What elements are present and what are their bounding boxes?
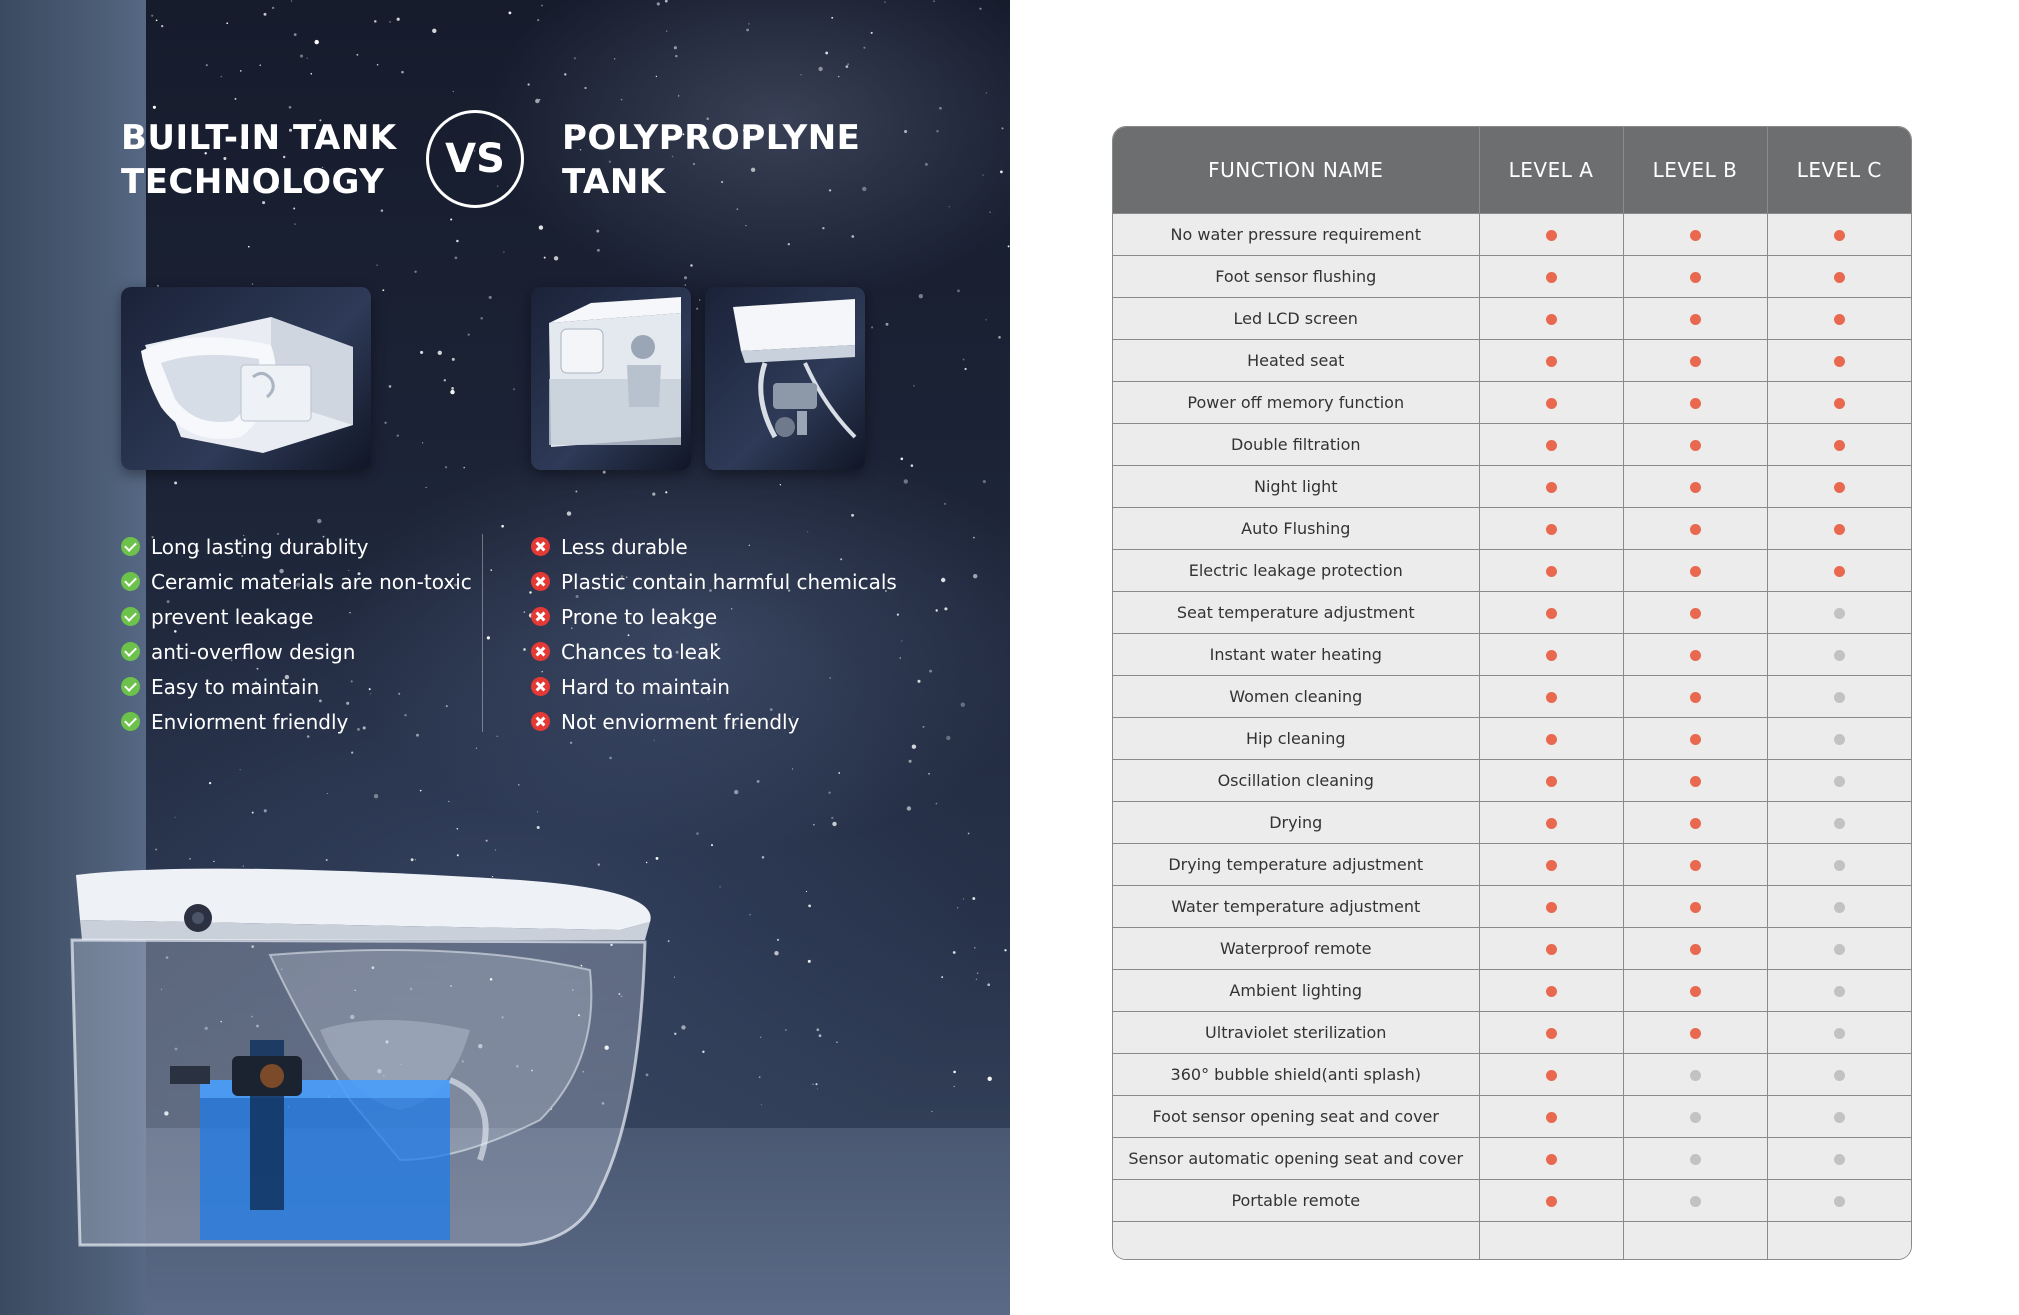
function-name-cell: 360° bubble shield(anti splash) (1113, 1054, 1479, 1096)
table-row (1113, 508, 1911, 550)
included-dot (1546, 1028, 1557, 1039)
included-dot (1834, 566, 1845, 577)
level-cell (1767, 424, 1911, 466)
included-dot (1546, 650, 1557, 661)
level-cell (1767, 256, 1911, 298)
level-cell (1479, 928, 1623, 970)
included-dot (1546, 440, 1557, 451)
function-name-cell: Led LCD screen (1113, 298, 1479, 340)
level-cell (1767, 844, 1911, 886)
header-level-c: LEVEL C (1767, 127, 1911, 214)
table-row (1113, 844, 1911, 886)
feature-item (531, 704, 897, 739)
built-in-advantages-list (121, 529, 472, 739)
level-cell (1479, 1054, 1623, 1096)
level-cell (1623, 970, 1767, 1012)
table-row (1113, 676, 1911, 718)
included-dot (1546, 734, 1557, 745)
level-cell (1623, 802, 1767, 844)
level-cell (1623, 382, 1767, 424)
included-dot (1546, 944, 1557, 955)
included-dot (1690, 902, 1701, 913)
included-dot (1690, 734, 1701, 745)
table-row (1113, 298, 1911, 340)
level-cell (1479, 1096, 1623, 1138)
level-cell (1479, 1180, 1623, 1222)
level-cell (1479, 214, 1623, 256)
table-row (1113, 718, 1911, 760)
level-cell (1767, 1096, 1911, 1138)
level-cell (1767, 1012, 1911, 1054)
level-cell (1767, 508, 1911, 550)
function-name-cell: Double filtration (1113, 424, 1479, 466)
feature-item (121, 634, 472, 669)
level-cell (1767, 1138, 1911, 1180)
level-cell (1623, 592, 1767, 634)
function-name-cell: Foot sensor flushing (1113, 256, 1479, 298)
comparison-grid (1113, 127, 1911, 1260)
function-name-cell (1113, 1222, 1479, 1261)
polypropylene-disadvantages-list (531, 529, 897, 739)
not-included-dot (1834, 776, 1845, 787)
feature-text: Plastic contain harmful chemicals (561, 569, 897, 594)
level-cell (1623, 508, 1767, 550)
level-cell (1479, 340, 1623, 382)
included-dot (1834, 524, 1845, 535)
header-level-b: LEVEL B (1623, 127, 1767, 214)
level-cell (1767, 718, 1911, 760)
level-cell (1623, 1054, 1767, 1096)
included-dot (1546, 1112, 1557, 1123)
level-cell (1479, 466, 1623, 508)
not-included-dot (1834, 650, 1845, 661)
feature-text: Enviorment friendly (151, 709, 349, 734)
not-included-dot (1834, 944, 1845, 955)
function-name-cell: Power off memory function (1113, 382, 1479, 424)
level-cell (1767, 592, 1911, 634)
included-dot (1690, 272, 1701, 283)
level-cell (1623, 1012, 1767, 1054)
feature-item (121, 529, 472, 564)
function-name-cell: Seat temperature adjustment (1113, 592, 1479, 634)
included-dot (1546, 986, 1557, 997)
cross-icon (531, 642, 550, 661)
check-icon (121, 712, 140, 731)
level-cell (1623, 886, 1767, 928)
table-row (1113, 634, 1911, 676)
level-cell (1479, 844, 1623, 886)
level-cell (1623, 844, 1767, 886)
included-dot (1546, 398, 1557, 409)
feature-text: Long lasting durablity (151, 534, 369, 559)
not-included-dot (1834, 1112, 1845, 1123)
level-cell (1623, 256, 1767, 298)
level-cell (1479, 970, 1623, 1012)
level-cell (1623, 298, 1767, 340)
included-dot (1546, 902, 1557, 913)
included-dot (1834, 230, 1845, 241)
level-cell (1623, 466, 1767, 508)
function-name-cell: Water temperature adjustment (1113, 886, 1479, 928)
feature-text: Less durable (561, 534, 688, 559)
function-name-cell: Ambient lighting (1113, 970, 1479, 1012)
title-line: TANK (562, 162, 666, 202)
table-row (1113, 592, 1911, 634)
built-in-tank-title (121, 116, 411, 204)
check-icon (121, 607, 140, 626)
level-cell (1479, 298, 1623, 340)
check-icon (121, 572, 140, 591)
polypropylene-tank-photo (531, 287, 691, 470)
included-dot (1834, 314, 1845, 325)
table-row (1113, 1180, 1911, 1222)
header-level-a: LEVEL A (1479, 127, 1623, 214)
feature-item (531, 669, 897, 704)
included-dot (1834, 482, 1845, 493)
polypropylene-tank-title (562, 116, 862, 204)
function-name-cell: Electric leakage protection (1113, 550, 1479, 592)
level-cell (1479, 382, 1623, 424)
included-dot (1834, 356, 1845, 367)
cross-icon (531, 572, 550, 591)
included-dot (1546, 1154, 1557, 1165)
table-row (1113, 1054, 1911, 1096)
table-row (1113, 802, 1911, 844)
included-dot (1690, 860, 1701, 871)
header-function-name: FUNCTION NAME (1113, 127, 1479, 214)
included-dot (1546, 314, 1557, 325)
table-row (1113, 214, 1911, 256)
level-cell (1623, 1096, 1767, 1138)
included-dot (1546, 356, 1557, 367)
included-dot (1690, 608, 1701, 619)
function-name-cell: Night light (1113, 466, 1479, 508)
function-name-cell: Drying (1113, 802, 1479, 844)
feature-item (121, 669, 472, 704)
level-cell (1479, 256, 1623, 298)
included-dot (1546, 860, 1557, 871)
table-row (1113, 550, 1911, 592)
level-cell (1479, 1138, 1623, 1180)
feature-item (531, 564, 897, 599)
table-row (1113, 1096, 1911, 1138)
included-dot (1690, 692, 1701, 703)
feature-text: Not enviorment friendly (561, 709, 800, 734)
included-dot (1690, 314, 1701, 325)
table-row (1113, 928, 1911, 970)
included-dot (1690, 818, 1701, 829)
table-row (1113, 466, 1911, 508)
included-dot (1690, 230, 1701, 241)
not-included-dot (1834, 902, 1845, 913)
level-cell (1479, 1222, 1623, 1261)
table-row (1113, 340, 1911, 382)
function-name-cell: Sensor automatic opening seat and cover (1113, 1138, 1479, 1180)
included-dot (1834, 398, 1845, 409)
vs-badge (426, 110, 524, 208)
table-row (1113, 886, 1911, 928)
level-cell (1479, 550, 1623, 592)
table-row (1113, 970, 1911, 1012)
function-name-cell: Portable remote (1113, 1180, 1479, 1222)
level-cell (1767, 928, 1911, 970)
level-cell (1767, 802, 1911, 844)
function-name-cell: Foot sensor opening seat and cover (1113, 1096, 1479, 1138)
included-dot (1546, 272, 1557, 283)
not-included-dot (1690, 1070, 1701, 1081)
level-cell (1623, 928, 1767, 970)
included-dot (1546, 524, 1557, 535)
function-name-cell: No water pressure requirement (1113, 214, 1479, 256)
level-cell (1479, 424, 1623, 466)
level-cell (1767, 886, 1911, 928)
not-included-dot (1834, 860, 1845, 871)
toilet-cutaway-illustration (0, 860, 700, 1260)
level-cell (1479, 802, 1623, 844)
function-name-cell: Oscillation cleaning (1113, 760, 1479, 802)
level-cell (1767, 550, 1911, 592)
level-cell (1767, 1054, 1911, 1096)
table-row (1113, 1138, 1911, 1180)
table-row (1113, 1222, 1911, 1261)
not-included-dot (1834, 1028, 1845, 1039)
level-cell (1767, 676, 1911, 718)
included-dot (1546, 608, 1557, 619)
table-row (1113, 1012, 1911, 1054)
not-included-dot (1834, 692, 1845, 703)
feature-item (121, 564, 472, 599)
included-dot (1546, 566, 1557, 577)
level-cell (1767, 382, 1911, 424)
feature-item (531, 529, 897, 564)
cross-icon (531, 607, 550, 626)
check-icon (121, 537, 140, 556)
cross-icon (531, 712, 550, 731)
level-cell (1479, 760, 1623, 802)
level-cell (1767, 1222, 1911, 1261)
included-dot (1690, 440, 1701, 451)
function-name-cell: Hip cleaning (1113, 718, 1479, 760)
not-included-dot (1834, 1196, 1845, 1207)
feature-text: anti-overflow design (151, 639, 356, 664)
level-cell (1767, 298, 1911, 340)
level-cell (1623, 424, 1767, 466)
included-dot (1546, 818, 1557, 829)
not-included-dot (1834, 608, 1845, 619)
included-dot (1690, 524, 1701, 535)
included-dot (1546, 230, 1557, 241)
feature-item (531, 634, 897, 669)
title-line: BUILT-IN TANK (121, 118, 397, 158)
feature-item (121, 704, 472, 739)
table-row (1113, 424, 1911, 466)
included-dot (1834, 272, 1845, 283)
level-cell (1479, 592, 1623, 634)
feature-text: Ceramic materials are non-toxic (151, 569, 472, 594)
table-row (1113, 382, 1911, 424)
level-cell (1767, 760, 1911, 802)
feature-item (121, 599, 472, 634)
level-cell (1767, 466, 1911, 508)
not-included-dot (1834, 1154, 1845, 1165)
level-cell (1767, 634, 1911, 676)
not-included-dot (1834, 818, 1845, 829)
polypropylene-valve-photo (705, 287, 865, 470)
level-cell (1767, 214, 1911, 256)
level-cell (1479, 634, 1623, 676)
not-included-dot (1690, 1112, 1701, 1123)
level-cell (1623, 1180, 1767, 1222)
included-dot (1834, 440, 1845, 451)
included-dot (1690, 986, 1701, 997)
included-dot (1546, 482, 1557, 493)
cross-icon (531, 677, 550, 696)
level-cell (1479, 1012, 1623, 1054)
not-included-dot (1834, 734, 1845, 745)
title-line: POLYPROPLYNE (562, 118, 861, 158)
included-dot (1690, 566, 1701, 577)
included-dot (1690, 650, 1701, 661)
table-row (1113, 256, 1911, 298)
level-cell (1623, 1222, 1767, 1261)
vs-label: VS (445, 136, 505, 182)
function-name-cell: Ultraviolet sterilization (1113, 1012, 1479, 1054)
level-cell (1623, 718, 1767, 760)
function-name-cell: Heated seat (1113, 340, 1479, 382)
level-cell (1767, 1180, 1911, 1222)
feature-text: Chances to leak (561, 639, 721, 664)
feature-text: Prone to leakge (561, 604, 718, 629)
included-dot (1546, 692, 1557, 703)
feature-text: prevent leakage (151, 604, 314, 629)
function-name-cell: Auto Flushing (1113, 508, 1479, 550)
not-included-dot (1690, 1196, 1701, 1207)
check-icon (121, 677, 140, 696)
built-in-tank-photo (121, 287, 371, 470)
included-dot (1546, 1070, 1557, 1081)
feature-text: Hard to maintain (561, 674, 730, 699)
level-cell (1479, 718, 1623, 760)
function-comparison-table (1112, 126, 1912, 1260)
included-dot (1690, 944, 1701, 955)
level-cell (1623, 634, 1767, 676)
included-dot (1690, 398, 1701, 409)
included-dot (1690, 1028, 1701, 1039)
included-dot (1690, 776, 1701, 787)
title-line: TECHNOLOGY (121, 162, 385, 202)
function-name-cell: Instant water heating (1113, 634, 1479, 676)
level-cell (1623, 676, 1767, 718)
level-cell (1623, 760, 1767, 802)
level-cell (1623, 214, 1767, 256)
not-included-dot (1690, 1154, 1701, 1165)
function-name-cell: Drying temperature adjustment (1113, 844, 1479, 886)
level-cell (1479, 886, 1623, 928)
cross-icon (531, 537, 550, 556)
check-icon (121, 642, 140, 661)
included-dot (1690, 482, 1701, 493)
included-dot (1546, 1196, 1557, 1207)
level-cell (1767, 340, 1911, 382)
not-included-dot (1834, 986, 1845, 997)
feature-text: Easy to maintain (151, 674, 320, 699)
level-cell (1479, 676, 1623, 718)
level-cell (1623, 1138, 1767, 1180)
table-header-row (1113, 127, 1911, 214)
included-dot (1546, 776, 1557, 787)
function-name-cell: Waterproof remote (1113, 928, 1479, 970)
level-cell (1767, 970, 1911, 1012)
list-divider (482, 534, 483, 732)
not-included-dot (1834, 1070, 1845, 1081)
feature-item (531, 599, 897, 634)
included-dot (1690, 356, 1701, 367)
level-cell (1623, 550, 1767, 592)
table-row (1113, 760, 1911, 802)
function-name-cell: Women cleaning (1113, 676, 1479, 718)
level-cell (1479, 508, 1623, 550)
level-cell (1623, 340, 1767, 382)
